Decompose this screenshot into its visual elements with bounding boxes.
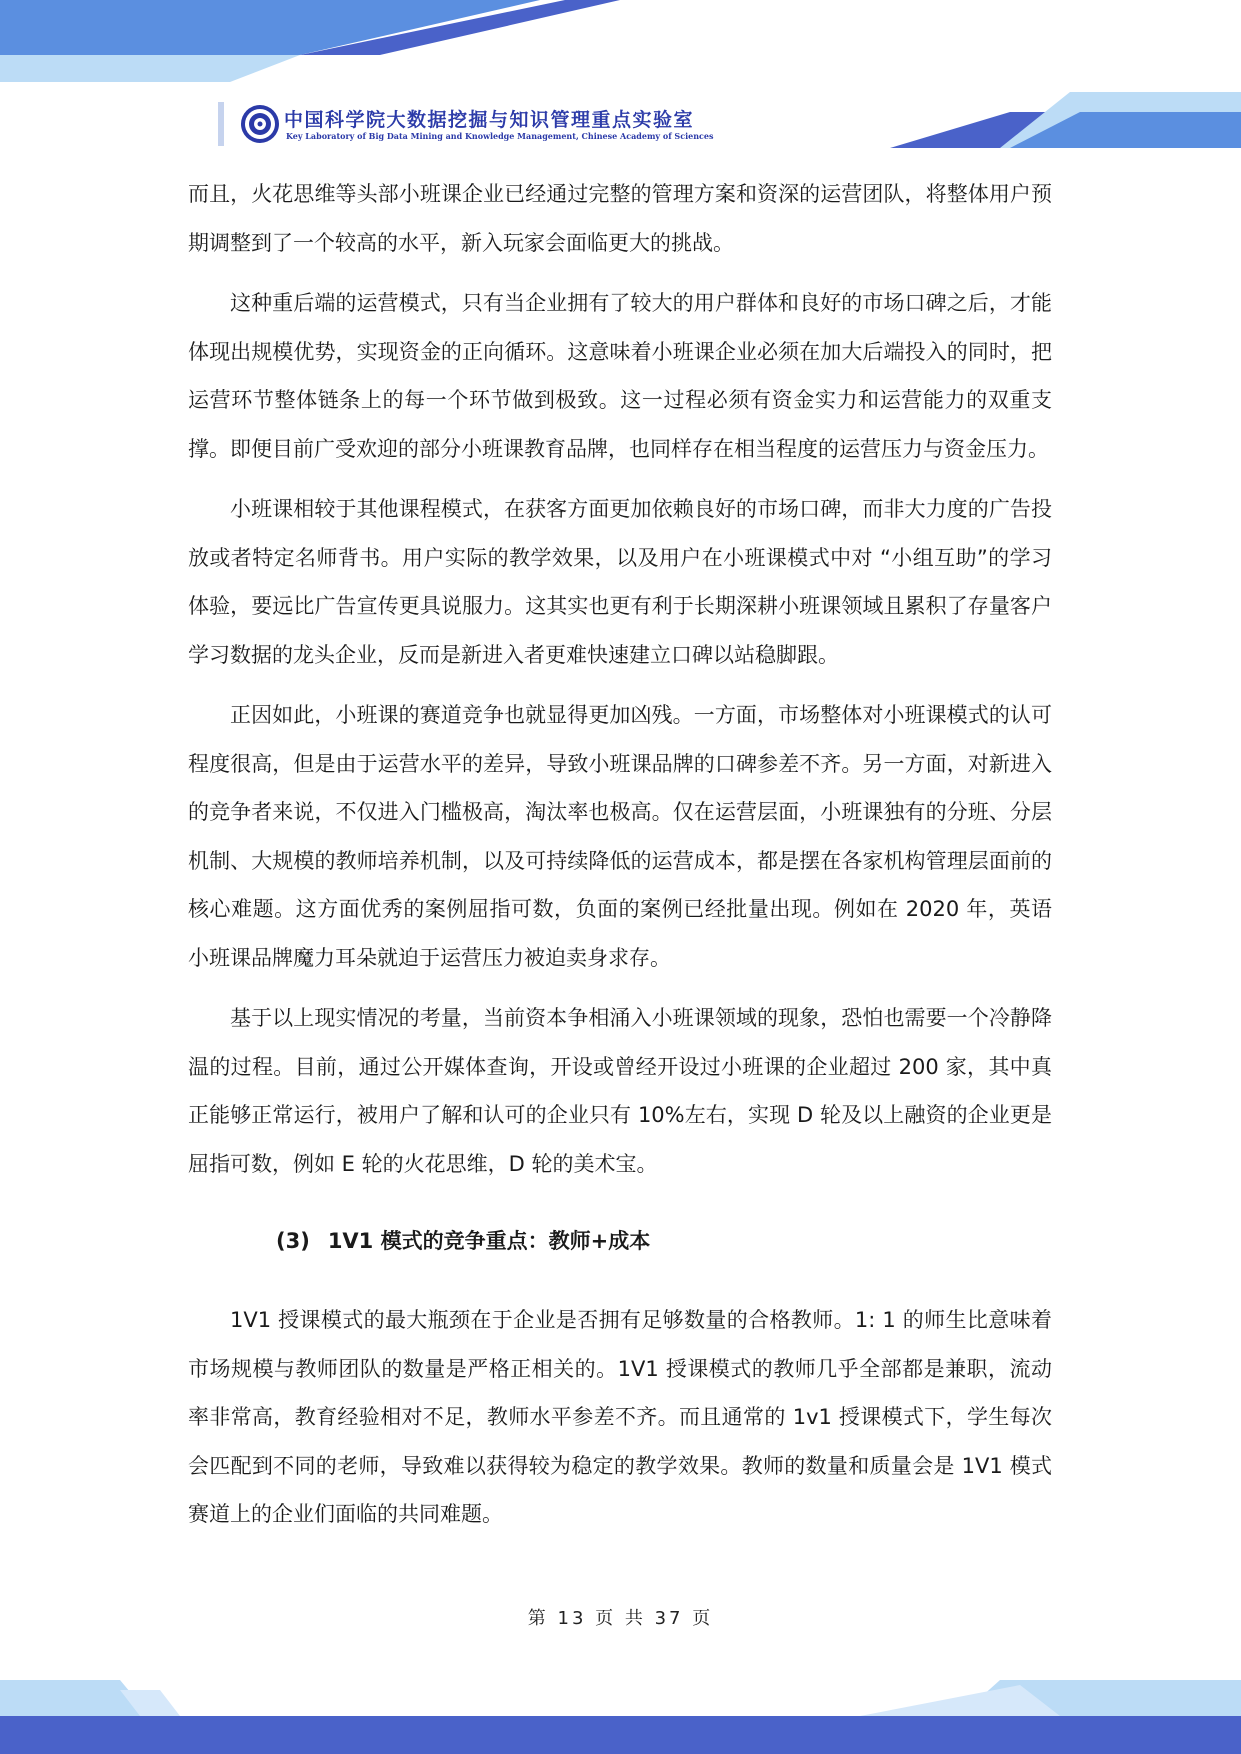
- paragraph-4: 正因如此，小班课的赛道竞争也就显得更加凶残。一方面，市场整体对小班课模式的认可程度很高，但是由于运营水平的差异，导致小班课品牌的口碑参差不齐。另一方面，对新进入的竞争者来说，不仅进入门槛极高，淘汰率也极高。仅在运营层面，小班课独有的分班、分层机制、大规模的教师培养机制，以及可持续降低的运营成本，都是摆在各家机构管理层面前的核心难题。这方面优秀的案例屈指可数，负面的案例已经批量出现。例如在 2020 年，英语小班课品牌魔力耳朵就迫于运营压力被迫卖身求存。: [188, 703, 1052, 970]
- section-heading-text: 1V1 模式的竞争重点：教师+成本: [327, 1229, 651, 1253]
- section-heading-number: (3): [276, 1229, 310, 1253]
- paragraph-2: 这种重后端的运营模式，只有当企业拥有了较大的用户群体和良好的市场口碑之后，才能体现出规模优势，实现资金的正向循环。这意味着小班课企业必须在加大后端投入的同时，把运营环节整体链条上的每一个环节做到极致。这一过程必须有资金实力和运营能力的双重支撑。即便目前广受欢迎的部分小班课教育品牌，也同样存在相当程度的运营压力与资金压力。: [188, 291, 1052, 461]
- cas-emblem-icon: [240, 104, 280, 144]
- paragraph-3: 小班课相较于其他课程模式，在获客方面更加依赖良好的市场口碑，而非大力度的广告投放或者特定名师背书。用户实际的教学效果，以及用户在小班课模式中对 “小组互助”的学习体验，要远比广告宣传更具说服力。这其实也更有利于长期深耕小班课领域且累积了存量客户学习数据的龙头企业，反而是新进入者更难快速建立口碑以站稳脚跟。: [188, 497, 1052, 667]
- org-name-en: Key Laboratory of Big Data Mining and Knowledge Management, Chinese Academy of Sciences: [286, 131, 714, 141]
- org-name-cn: 中国科学院大数据挖掘与知识管理重点实验室: [284, 109, 695, 131]
- page-number: 第 13 页 共 37 页: [527, 1608, 714, 1629]
- paragraph-1: 而且，火花思维等头部小班课企业已经通过完整的管理方案和资深的运营团队，将整体用户预期调整到了一个较高的水平，新入玩家会面临更大的挑战。: [188, 182, 1052, 255]
- logo-accent-bar: [218, 102, 224, 146]
- section-heading: [276, 1226, 1052, 1256]
- paragraph-6: 1V1 授课模式的最大瓶颈在于企业是否拥有足够数量的合格教师。1: 1 的师生比意味着市场规模与教师团队的数量是严格正相关的。1V1 授课模式的教师几乎全部都是兼职，流动率非常高，教育经验相对不足，教师水平参差不齐。而且通常的 1v1 授课模式下，学生每次会匹配到不同的老师，导致难以获得较为稳定的教学效果。教师的数量和质量会是 1V1 模式赛道上的企业们面临的共同难题。: [188, 1308, 1052, 1526]
- paragraph-5: 基于以上现实情况的考量，当前资本争相涌入小班课领域的现象，恐怕也需要一个冷静降温的过程。目前，通过公开媒体查询，开设或曾经开设过小班课的企业超过 200 家，其中真正能够正常运行，被用户了解和认可的企业只有 10%左右，实现 D 轮及以上融资的企业更是屈指可数，例如 E 轮的火花思维，D 轮的美术宝。: [188, 1006, 1052, 1176]
- document-body: [188, 170, 1052, 1551]
